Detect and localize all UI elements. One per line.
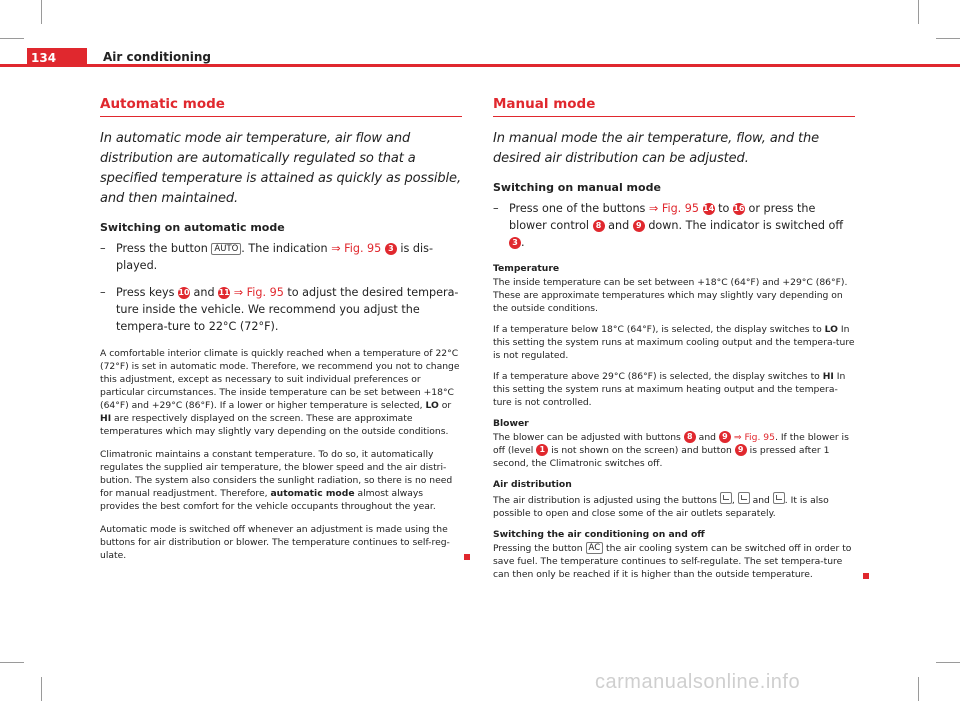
page-number: 134 [27,48,87,67]
crop-mark [936,38,960,39]
paragraph: A comfortable interior climate is quickly reached when a temperature of 22°C (72°F) is set in automatic mode. Therefore, we recommend you not to change this adjustment, except as necessary to suit individual preferences or particular circumstances. The inside temperature can be set between +18°C (64°F) and +29°C (86°F). If a lower or higher temperature is selected, LO or HI are respectively displayed on the screen. These are approximate temperatures which may slightly vary depending on the outside conditions. [100,348,460,437]
callout-number: 14 [703,204,715,213]
crop-mark [41,677,42,701]
paragraph: If a temperature above 29°C (86°F) is selected, the display switches to HI In this setting the system runs at maximum heating output and the tempera-ture is not controlled. [493,371,846,408]
crop-mark [918,677,919,701]
air-distribution-label: Air distribution [493,479,572,490]
callout-number: 1 [536,444,548,456]
crop-mark [0,662,24,663]
paragraph: If a temperature below 18°C (64°F), is selected, the display switches to LO In this setting the system runs at maximum cooling output and the tempera-ture is not regulated. [493,324,855,361]
header-rule [0,64,960,67]
paragraph: The inside temperature can be set between +18°C (64°F) and +29°C (86°F). These are approximate temperatures which may slightly vary depending on the outside conditions. [493,277,848,314]
temperature-label: Temperature [493,263,560,274]
paragraph: The air distribution is adjusted using the buttons , and . It is also possible to open and close some of the air outlets separately. [493,492,855,520]
callout-number: 3 [509,237,521,249]
section-end-marker [464,554,470,560]
footwell-vent-icon [773,492,785,504]
manual-mode-subheading: Switching on manual mode [493,181,661,194]
crop-mark [41,0,42,24]
callout-number: 8 [593,220,605,232]
callout-number: 3 [385,243,397,255]
figure-link[interactable]: ⇒ Fig. 95 [733,432,775,443]
step-text: Press one of the buttons ⇒ Fig. 95 14 to 16 or press the blower control 8 and 9 down. The indicator is switched off 3 . [509,202,844,249]
manual-mode-intro: In manual mode the air temperature, flow, and the desired air distribution can be adjusted. [493,131,820,166]
manual-mode-title: Manual mode [493,96,855,117]
step-text: Press keys 10 and 11 ⇒ Fig. 95 to adjust the desired tempera-ture inside the vehicle. We recommend you adjust the tempera-ture to 22°C (72°F). [116,286,459,333]
blower-label: Blower [493,418,529,429]
callout-number: 9 [735,444,747,456]
crop-mark [936,662,960,663]
step-item [100,240,462,274]
automatic-mode-intro: In automatic mode air temperature, air flow and distribution are automatically regulated so that a specified temperature is attained as quickly as possible, and then maintained. [100,131,461,206]
paragraph: Climatronic maintains a constant temperature. To do so, it automatically regulates the supplied air temperature, the blower speed and the air distri-bution. The system also considers the sunlight radiation, so there is no need for manual readjustment. Therefore, automatic mode almost always provides the best comfort for the vehicle occupants throughout the year. [100,449,453,512]
crop-mark [0,38,24,39]
auto-key-icon: AUTO [211,243,241,255]
automatic-mode-subheading: Switching on automatic mode [100,221,285,234]
crop-mark [918,0,919,24]
callout-number: 10 [178,288,190,297]
dash-bullet: – [100,286,106,299]
callout-number: 11 [218,288,230,297]
paragraph: Pressing the button AC the air cooling system can be switched off in order to save fuel. The temperature continues to self-regulate. The set tempera-ture can then only be reached if it is higher than the outside temperature. [493,542,855,581]
step-text: Press the button AUTO . The indication ⇒ Fig. 95 3 is dis-played. [116,242,433,272]
figure-link[interactable]: ⇒ Fig. 95 [648,202,700,215]
air-conditioning-label: Switching the air conditioning on and off [493,529,705,540]
paragraph: The blower can be adjusted with buttons 8 and 9 ⇒ Fig. 95. If the blower is off (level 1 is not shown on the screen) and button 9 is pressed after 1 second, the Climatronic switches off. [493,432,849,469]
paragraph: Automatic mode is switched off whenever an adjustment is made using the buttons for air distribution or blower. The temperature continues to self-reg-ulate. [100,523,462,562]
callout-number: 16 [733,204,745,213]
figure-link[interactable]: ⇒ Fig. 95 [233,286,284,299]
dash-bullet: – [100,242,106,255]
section-end-marker [863,573,869,579]
callout-number: 9 [719,431,731,443]
callout-number: 9 [633,220,645,232]
step-item [100,284,462,335]
watermark: carmanualsonline.info [595,671,801,693]
ac-key-icon: AC [586,542,604,554]
step-item [493,200,855,251]
automatic-mode-title: Automatic mode [100,96,462,117]
manual-mode-column [493,96,855,581]
figure-link[interactable]: ⇒ Fig. 95 [331,242,382,255]
automatic-mode-column [100,96,462,562]
section-title: Air conditioning [103,50,211,64]
windscreen-vent-icon [720,492,732,504]
callout-number: 8 [684,431,696,443]
dash-bullet: – [493,202,499,215]
upper-body-vent-icon [738,492,750,504]
